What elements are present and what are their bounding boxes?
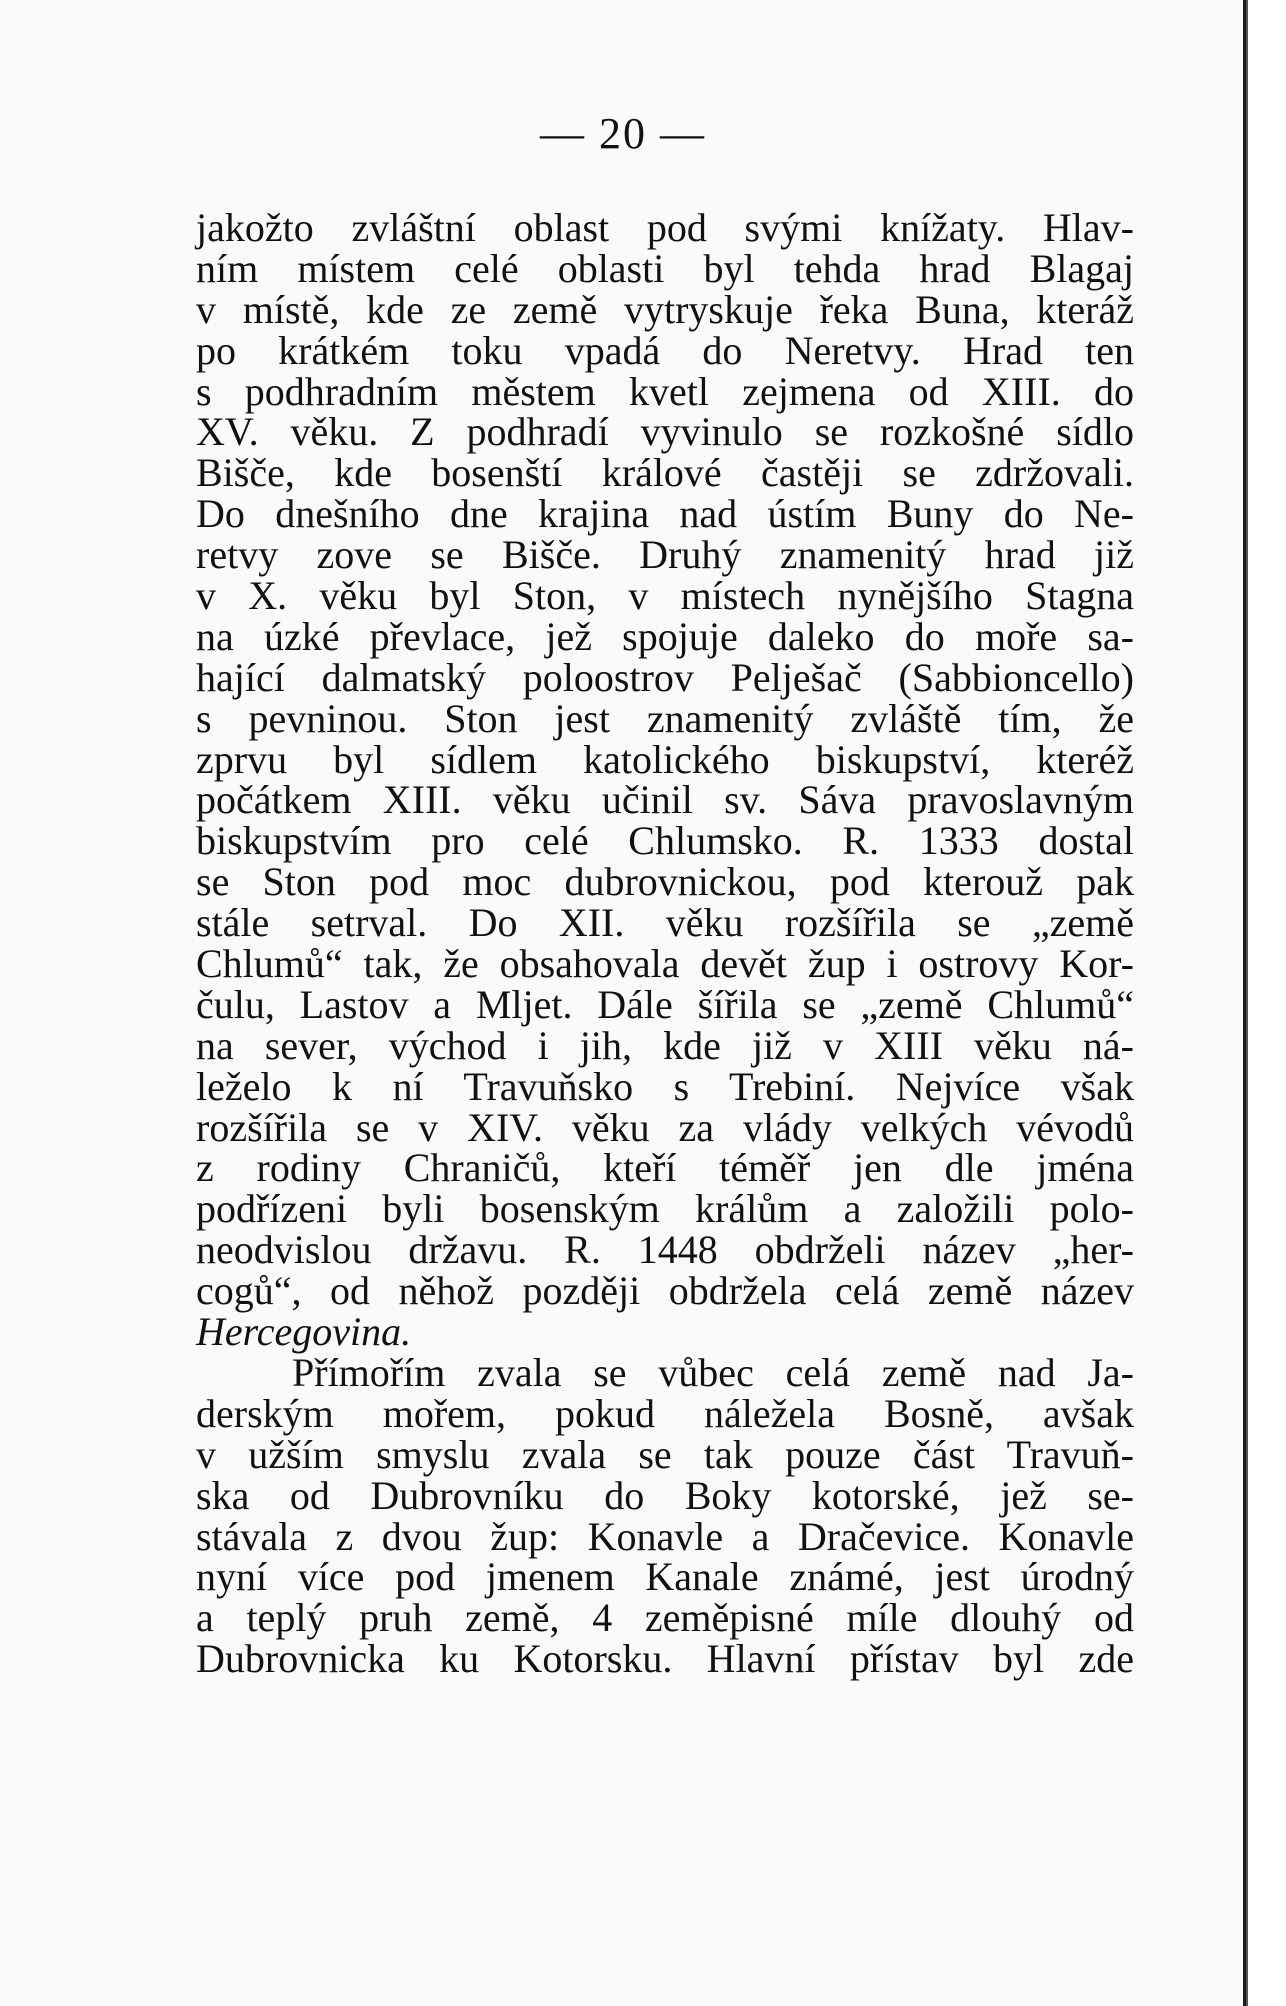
text-line: podřízeni byli bosenským králům a založili polo- bbox=[196, 1186, 1134, 1232]
text-line: Dubrovnicka ku Kotorsku. Hlavní přístav byl zde bbox=[196, 1636, 1134, 1682]
text-line bbox=[196, 1309, 1134, 1355]
text-line: Přímořím zvala se vůbec celá země nad Ja- bbox=[292, 1349, 1134, 1395]
text-line: ním místem celé oblasti byl tehda hrad Blagaj bbox=[196, 245, 1134, 291]
text-line: počátkem XIII. věku učinil sv. Sáva pravoslavným bbox=[196, 777, 1134, 823]
text-line: s podhradním městem kvetl zejmena od XIII. do bbox=[196, 368, 1134, 414]
text-line: a teplý pruh země, 4 zeměpisné míle dlouhý od bbox=[196, 1595, 1134, 1641]
text-line: Chlumů“ tak, že obsahovala devět žup i ostrovy Kor- bbox=[196, 941, 1134, 987]
text-line: derským mořem, pokud náležela Bosně, avšak bbox=[196, 1390, 1134, 1436]
text-line: na úzké převlace, jež spojuje daleko do moře sa- bbox=[196, 613, 1134, 659]
text-line: v místě, kde ze země vytryskuje řeka Buna, kteráž bbox=[196, 286, 1134, 332]
italic-term: Hercegovina. bbox=[196, 1309, 412, 1355]
text-line: ska od Dubrovníku do Boky kotorské, jež se- bbox=[196, 1472, 1134, 1518]
text-line: na sever, východ i jih, kde již v XIII věku ná- bbox=[196, 1022, 1134, 1068]
text-line: Bišče, kde bosenští králové častěji se zdržovali. bbox=[196, 450, 1134, 496]
text-line: zprvu byl sídlem katolického biskupství, kteréž bbox=[196, 736, 1134, 782]
text-line: retvy zove se Bišče. Druhý znamenitý hrad již bbox=[196, 532, 1134, 578]
text-line: biskupstvím pro celé Chlumsko. R. 1333 dostal bbox=[196, 818, 1134, 864]
text-line: cogů“, od něhož později obdržela celá země název bbox=[196, 1268, 1134, 1314]
text-line: leželo k ní Travuňsko s Trebiní. Nejvíce však bbox=[196, 1063, 1134, 1109]
text-line: v užším smyslu zvala se tak pouze část Travuň- bbox=[196, 1431, 1134, 1477]
text-line: neodvislou državu. R. 1448 obdrželi název „her- bbox=[196, 1227, 1134, 1273]
text-line: v X. věku byl Ston, v místech nynějšího Stagna bbox=[196, 573, 1134, 619]
text-line: nyní více pod jmenem Kanale známé, jest úrodný bbox=[196, 1554, 1134, 1600]
text-line: Do dnešního dne krajina nad ústím Buny do Ne- bbox=[196, 491, 1134, 537]
body-text bbox=[196, 205, 1134, 1682]
text-line: hající dalmatský poloostrov Pelješač (Sabbioncello) bbox=[196, 654, 1134, 700]
page-edge bbox=[1246, 0, 1286, 2006]
page-edge-line bbox=[1246, 0, 1248, 2006]
text-line: po krátkém toku vpadá do Neretvy. Hrad ten bbox=[196, 327, 1134, 373]
page-number: — 20 — bbox=[540, 109, 706, 158]
text-line: z rodiny Chraničů, kteří téměř jen dle jména bbox=[196, 1145, 1134, 1191]
text-line: XV. věku. Z podhradí vyvinulo se rozkošné sídlo bbox=[196, 409, 1134, 455]
text-line: čulu, Lastov a Mljet. Dále šířila se „země Chlumů“ bbox=[196, 981, 1134, 1027]
text-line: jakožto zvláštní oblast pod svými knížaty. Hlav- bbox=[196, 205, 1134, 250]
text-line: se Ston pod moc dubrovnickou, pod kterouž pak bbox=[196, 859, 1134, 905]
text-line: stávala z dvou žup: Konavle a Dračevice. Konavle bbox=[196, 1513, 1134, 1559]
text-line: stále setrval. Do XII. věku rozšířila se „země bbox=[196, 900, 1134, 946]
text-line: s pevninou. Ston jest znamenitý zvláště tím, že bbox=[196, 695, 1134, 741]
text-line: rozšířila se v XIV. věku za vlády velkých vévodů bbox=[196, 1104, 1134, 1150]
